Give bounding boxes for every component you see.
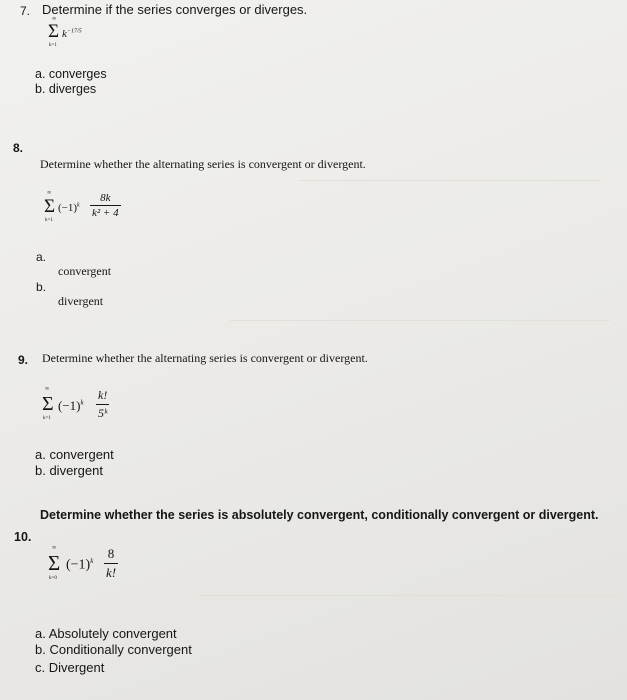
alternating-sign: $(-1)^k$ bbox=[58, 398, 84, 413]
option-b: b. Conditionally convergent bbox=[35, 642, 192, 657]
question-prompt: Determine whether the alternating series is convergent or divergent. bbox=[40, 157, 366, 171]
question-number: 9. bbox=[18, 353, 29, 367]
series-fraction bbox=[104, 546, 118, 581]
fraction-numerator: 8k bbox=[100, 192, 111, 204]
option-a: a. convergent bbox=[35, 447, 114, 462]
question-prompt: Determine if the series converges or diverges. bbox=[42, 2, 308, 17]
question-number: 10. bbox=[14, 530, 32, 544]
fraction-denominator: k! bbox=[106, 565, 117, 580]
series-fraction bbox=[90, 192, 121, 219]
show-through-line bbox=[230, 320, 610, 321]
option-b: b. divergent bbox=[35, 463, 103, 478]
sum-lower-limit: k=1 bbox=[49, 43, 57, 48]
option-c: c. Divergent bbox=[35, 660, 105, 675]
question-number: 8. bbox=[13, 141, 24, 155]
sum-lower-limit: k=1 bbox=[43, 416, 51, 421]
sum-lower-limit: k=1 bbox=[45, 218, 53, 223]
option-a-letter: a. bbox=[36, 250, 47, 264]
fraction-numerator: k! bbox=[98, 388, 108, 402]
sum-upper-limit: ∞ bbox=[47, 190, 52, 196]
show-through-line bbox=[300, 180, 600, 181]
option-a: a. converges bbox=[35, 67, 107, 81]
option-b-text: divergent bbox=[58, 294, 104, 308]
show-through-line bbox=[200, 595, 620, 596]
fraction-denominator: 5ᵏ bbox=[98, 406, 108, 420]
fraction-denominator: k² + 4 bbox=[92, 207, 119, 219]
fraction-bar bbox=[96, 404, 109, 405]
sigma-symbol: Σ bbox=[44, 196, 56, 217]
alternating-sign: $(-1)^k$ bbox=[58, 202, 80, 214]
sum-lower-limit: k=0 bbox=[49, 576, 57, 581]
option-a: a. Absolutely convergent bbox=[35, 626, 177, 641]
sum-upper-limit: ∞ bbox=[45, 386, 50, 392]
question-prompt: Determine whether the series is absolutely convergent, conditionally convergent or divergent. bbox=[40, 508, 599, 522]
option-b-letter: b. bbox=[36, 280, 47, 294]
series-term: $k^{-17/5}$ bbox=[62, 28, 82, 40]
sum-upper-limit: ∞ bbox=[52, 545, 57, 551]
sigma-symbol: Σ bbox=[48, 21, 60, 42]
sigma-symbol: Σ bbox=[48, 551, 61, 575]
question-number: 7. bbox=[20, 4, 31, 18]
alternating-sign: $(-1)^k$ bbox=[66, 557, 94, 573]
option-a-text: convergent bbox=[58, 264, 112, 278]
show-through-text bbox=[440, 52, 443, 63]
question-prompt: Determine whether the alternating series is convergent or divergent. bbox=[42, 351, 368, 365]
fraction-numerator: 8 bbox=[107, 546, 115, 561]
fraction-bar bbox=[104, 563, 118, 564]
series-fraction bbox=[96, 388, 109, 421]
option-b: b. diverges bbox=[35, 82, 97, 96]
sum-upper-limit: ∞ bbox=[52, 16, 57, 22]
fraction-bar bbox=[90, 205, 121, 206]
sigma-symbol: Σ bbox=[42, 393, 54, 415]
